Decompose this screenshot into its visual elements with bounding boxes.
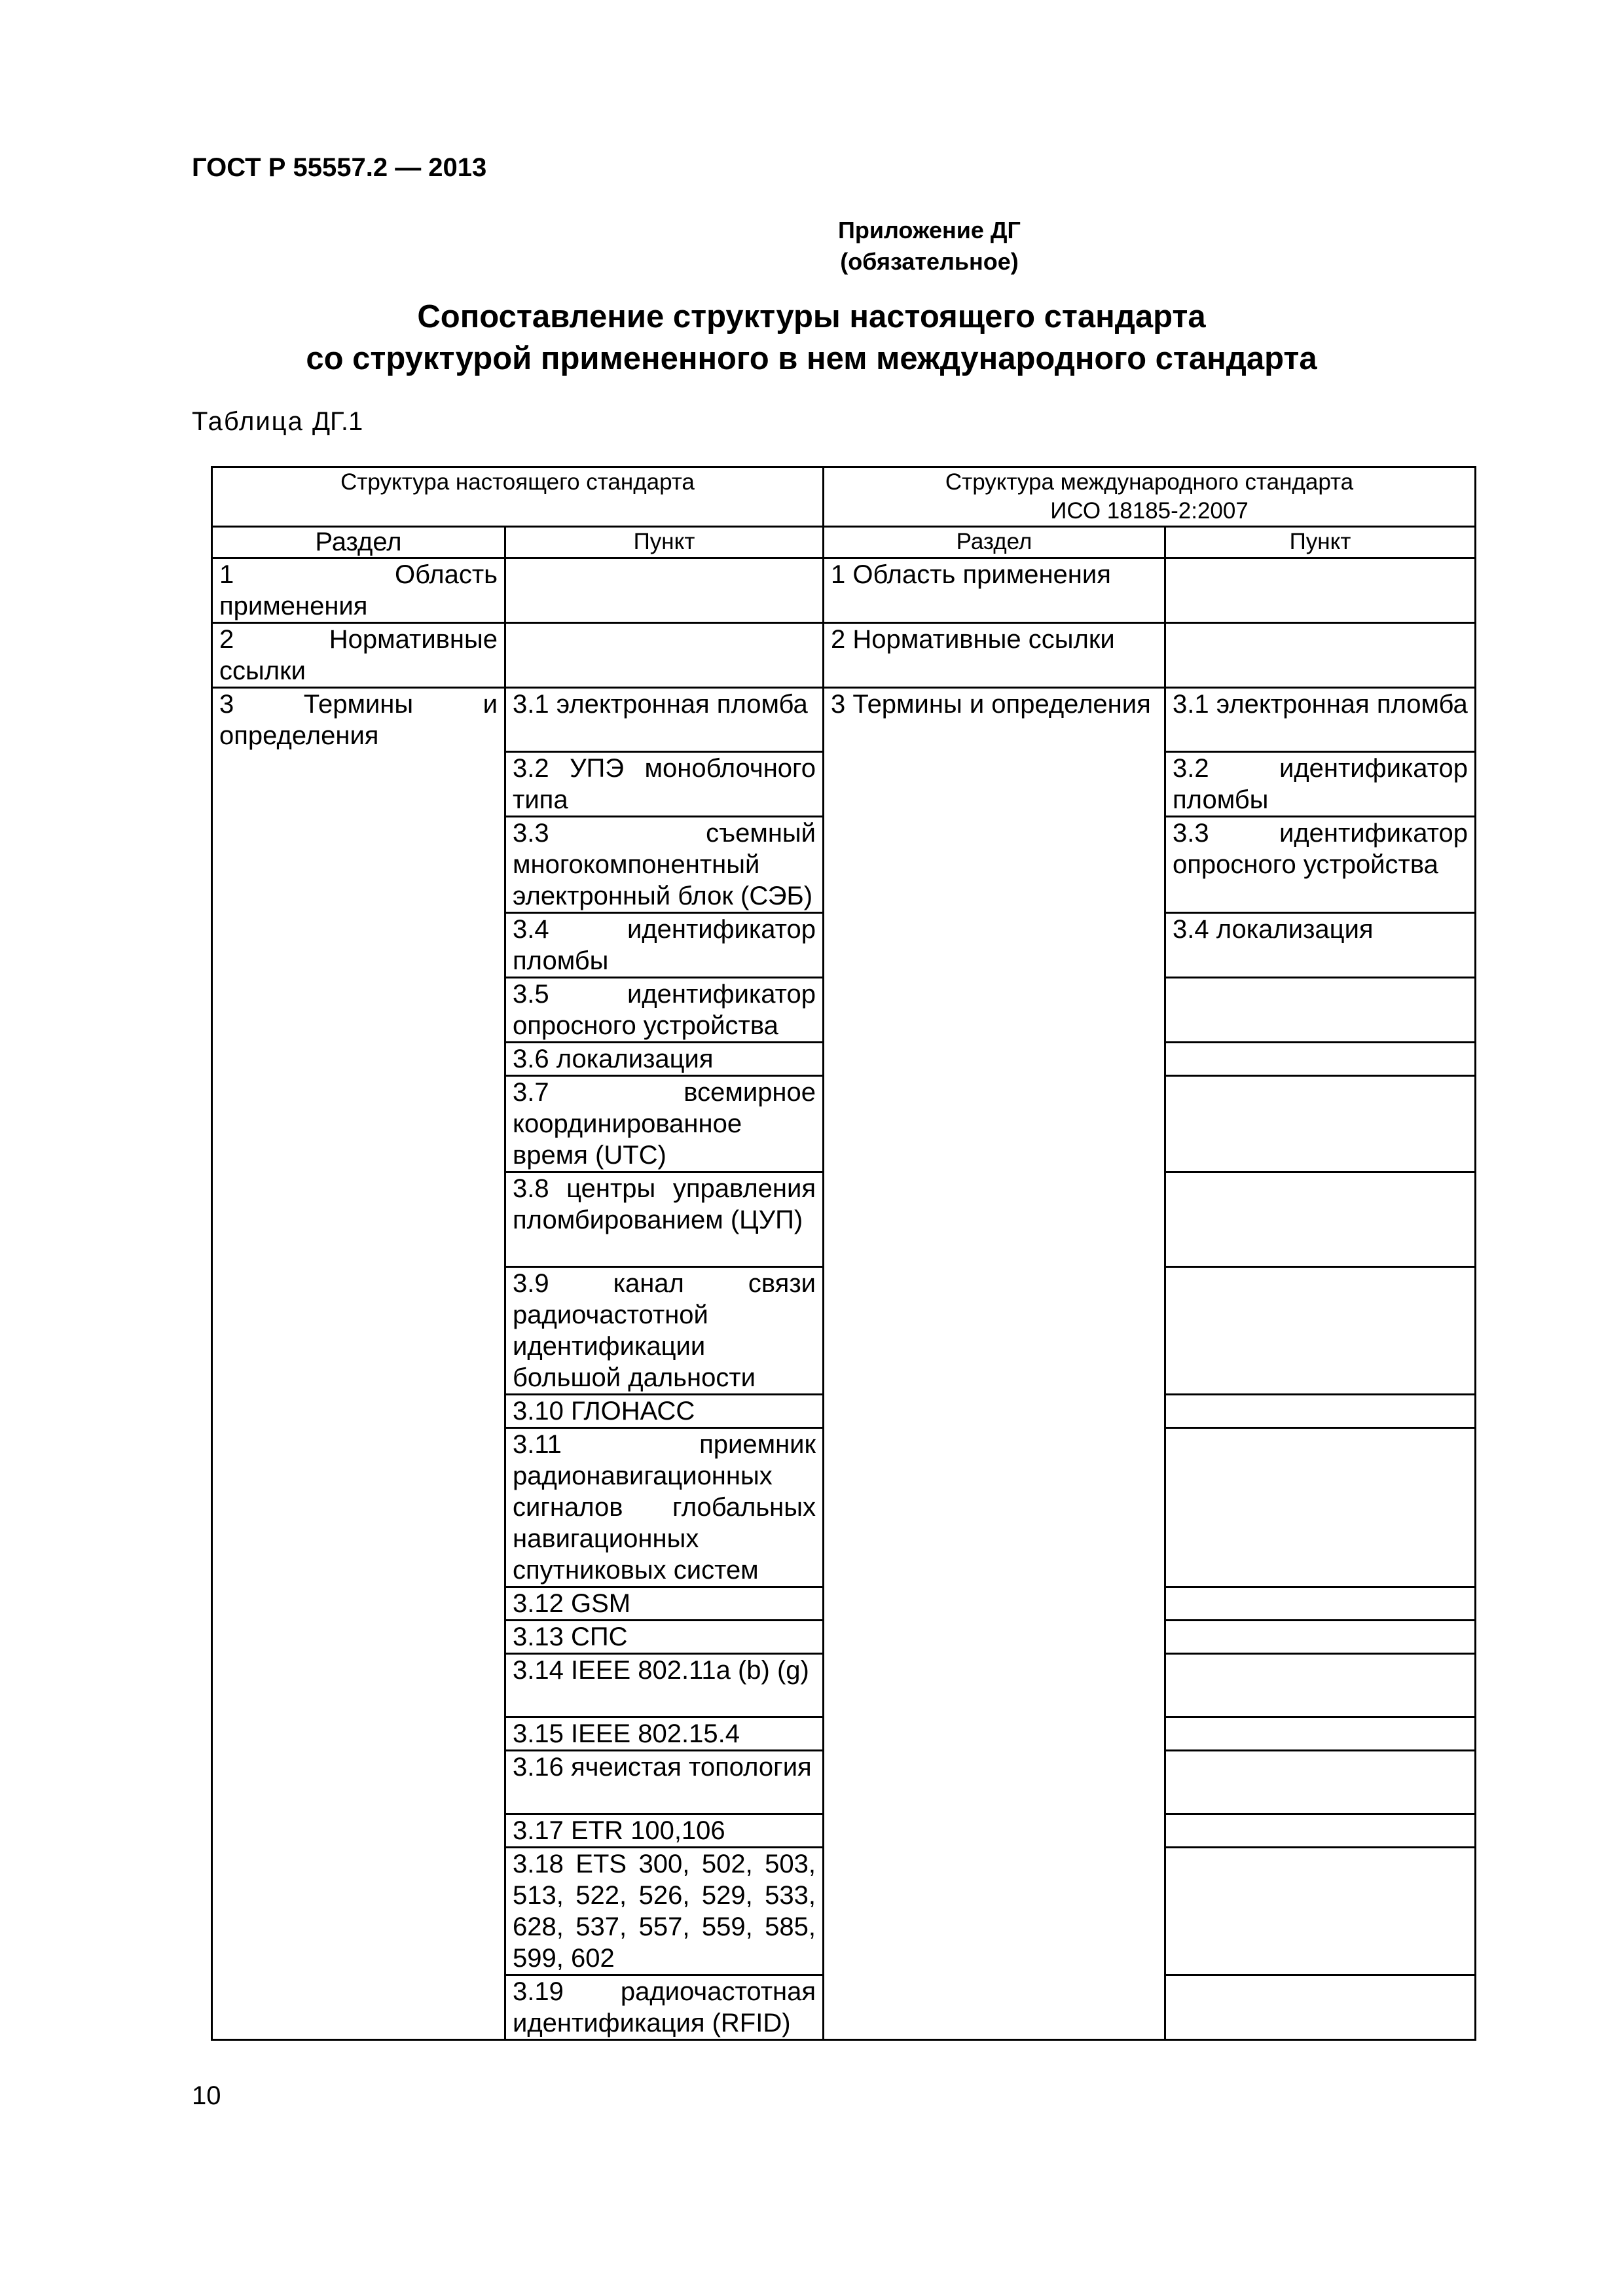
section-intl-cell (824, 1620, 1165, 1653)
table-label-number: ДГ.1 (312, 407, 363, 436)
section-cell (212, 1750, 505, 1814)
section-cell (212, 1075, 505, 1172)
table-row (212, 1587, 1476, 1620)
section-cell (212, 1587, 505, 1620)
section-intl-cell (824, 1814, 1165, 1847)
clause-cell: 3.17 ETR 100,106 (505, 1814, 824, 1847)
section-cell (212, 1653, 505, 1717)
clause-cell: 3.15 IEEE 802.15.4 (505, 1717, 824, 1750)
table-row (212, 688, 1476, 752)
table-row (212, 1975, 1476, 2039)
clause-intl-cell (1165, 1394, 1476, 1427)
section-intl-cell (824, 1427, 1165, 1587)
section-intl-cell (824, 1750, 1165, 1814)
clause-intl-cell: 3.3 идентификатор опросного устройства (1165, 816, 1476, 912)
clause-cell (505, 558, 824, 623)
section-intl-cell (824, 1975, 1165, 2039)
section-cell: 2 Нормативные ссылки (212, 623, 505, 688)
section-cell (212, 1620, 505, 1653)
section-intl-cell (824, 912, 1165, 977)
clause-cell: 3.1 электронная пломба (505, 688, 824, 752)
section-intl-cell (824, 1587, 1165, 1620)
section-intl-cell: 1 Область применения (824, 558, 1165, 623)
clause-cell: 3.18 ETS 300, 502, 503, 513, 522, 526, 529, 533, 628, 537, 557, 559, 585, 599, 602 (505, 1847, 824, 1975)
clause-intl-cell: 3.2 идентификатор пломбы (1165, 751, 1476, 816)
table-row (212, 1847, 1476, 1975)
section-cell (212, 1975, 505, 2039)
section-intl-cell (824, 1075, 1165, 1172)
group-header-intl-line2: ИСО 18185-2:2007 (1050, 498, 1249, 524)
clause-intl-cell (1165, 1750, 1476, 1814)
section-cell (212, 1814, 505, 1847)
clause-cell: 3.8 центры управления пломбированием (ЦУП) (505, 1172, 824, 1266)
clause-intl-cell (1165, 1975, 1476, 2039)
clause-intl-cell (1165, 1587, 1476, 1620)
appendix-heading (0, 215, 1623, 278)
section-cell (212, 1394, 505, 1427)
clause-intl-cell: 3.4 локализация (1165, 912, 1476, 977)
section-intl-cell (824, 1172, 1165, 1266)
appendix-status: (обязательное) (840, 248, 1019, 275)
col-header-clause: Пункт (505, 527, 824, 558)
group-header-intl-line1: Структура международного стандарта (945, 469, 1354, 495)
group-header-international (824, 467, 1476, 527)
table-label (192, 407, 363, 437)
comparison-table (211, 466, 1476, 2041)
table-row (212, 912, 1476, 977)
table-row (212, 1394, 1476, 1427)
section-intl-cell: 3 Термины и определения (824, 688, 1165, 752)
clause-intl-cell (1165, 1847, 1476, 1975)
section-cell (212, 816, 505, 912)
document-code: ГОСТ Р 55557.2 — 2013 (192, 153, 487, 182)
section-intl-cell (824, 1847, 1165, 1975)
clause-cell: 3.11 приемник радионавигационных сигналов глобальных навигационных спутниковых систем (505, 1427, 824, 1587)
col-header-section: Раздел (212, 527, 505, 558)
clause-cell: 3.14 IEEE 802.11a (b) (g) (505, 1653, 824, 1717)
table-label-prefix: Таблица (192, 407, 304, 436)
table-row (212, 1814, 1476, 1847)
clause-cell: 3.4 идентификатор пломбы (505, 912, 824, 977)
table-row (212, 1266, 1476, 1394)
section-intl-cell (824, 1042, 1165, 1075)
table-row (212, 1717, 1476, 1750)
document-title (0, 296, 1623, 380)
table-row (212, 1750, 1476, 1814)
table-row (212, 751, 1476, 816)
clause-intl-cell (1165, 1042, 1476, 1075)
table-row (212, 558, 1476, 623)
clause-cell: 3.19 радиочастотная идентификация (RFID) (505, 1975, 824, 2039)
clause-cell: 3.6 локализация (505, 1042, 824, 1075)
table-row (212, 1620, 1476, 1653)
clause-cell: 3.5 идентификатор опросного устройства (505, 977, 824, 1042)
clause-cell: 3.16 ячеистая топология (505, 1750, 824, 1814)
clause-intl-cell (1165, 558, 1476, 623)
page-number: 10 (192, 2081, 221, 2110)
section-intl-cell (824, 751, 1165, 816)
table-row (212, 1172, 1476, 1266)
clause-cell: 3.3 съемный многокомпонентный электронный блок (СЭБ) (505, 816, 824, 912)
clause-intl-cell (1165, 977, 1476, 1042)
group-header-national: Структура настоящего стандарта (212, 467, 824, 527)
clause-intl-cell (1165, 1653, 1476, 1717)
appendix-label: Приложение ДГ (838, 217, 1021, 243)
section-intl-cell: 2 Нормативные ссылки (824, 623, 1165, 688)
section-cell (212, 751, 505, 816)
section-cell (212, 912, 505, 977)
clause-intl-cell (1165, 1427, 1476, 1587)
clause-cell: 3.10 ГЛОНАСС (505, 1394, 824, 1427)
section-cell: 1 Область применения (212, 558, 505, 623)
section-cell (212, 1427, 505, 1587)
section-intl-cell (824, 1394, 1165, 1427)
section-intl-cell (824, 1717, 1165, 1750)
table-row (212, 1653, 1476, 1717)
table-row (212, 1427, 1476, 1587)
clause-intl-cell (1165, 1266, 1476, 1394)
table-row (212, 1075, 1476, 1172)
col-header-section-intl: Раздел (824, 527, 1165, 558)
clause-cell: 3.9 канал связи радиочастотной идентификации большой дальности (505, 1266, 824, 1394)
section-cell: 3 Термины и определения (212, 688, 505, 752)
section-cell (212, 1172, 505, 1266)
clause-cell: 3.13 СПС (505, 1620, 824, 1653)
section-cell (212, 1042, 505, 1075)
clause-intl-cell: 3.1 электронная пломба (1165, 688, 1476, 752)
section-cell (212, 1717, 505, 1750)
clause-intl-cell (1165, 623, 1476, 688)
clause-intl-cell (1165, 1620, 1476, 1653)
clause-cell (505, 623, 824, 688)
clause-cell: 3.12 GSM (505, 1587, 824, 1620)
clause-intl-cell (1165, 1717, 1476, 1750)
section-intl-cell (824, 1266, 1165, 1394)
title-line-2: со структурой примененного в нем международного стандарта (306, 341, 1317, 376)
clause-intl-cell (1165, 1814, 1476, 1847)
section-intl-cell (824, 816, 1165, 912)
table-row (212, 1042, 1476, 1075)
title-line-1: Сопоставление структуры настоящего стандарта (417, 299, 1206, 334)
clause-intl-cell (1165, 1172, 1476, 1266)
table-row (212, 816, 1476, 912)
section-intl-cell (824, 1653, 1165, 1717)
clause-cell: 3.2 УПЭ моноблочного типа (505, 751, 824, 816)
section-cell (212, 1266, 505, 1394)
section-cell (212, 1847, 505, 1975)
clause-cell: 3.7 всемирное координированное время (UTC) (505, 1075, 824, 1172)
table-row (212, 977, 1476, 1042)
section-cell (212, 977, 505, 1042)
table-row (212, 623, 1476, 688)
section-intl-cell (824, 977, 1165, 1042)
col-header-clause-intl: Пункт (1165, 527, 1476, 558)
clause-intl-cell (1165, 1075, 1476, 1172)
